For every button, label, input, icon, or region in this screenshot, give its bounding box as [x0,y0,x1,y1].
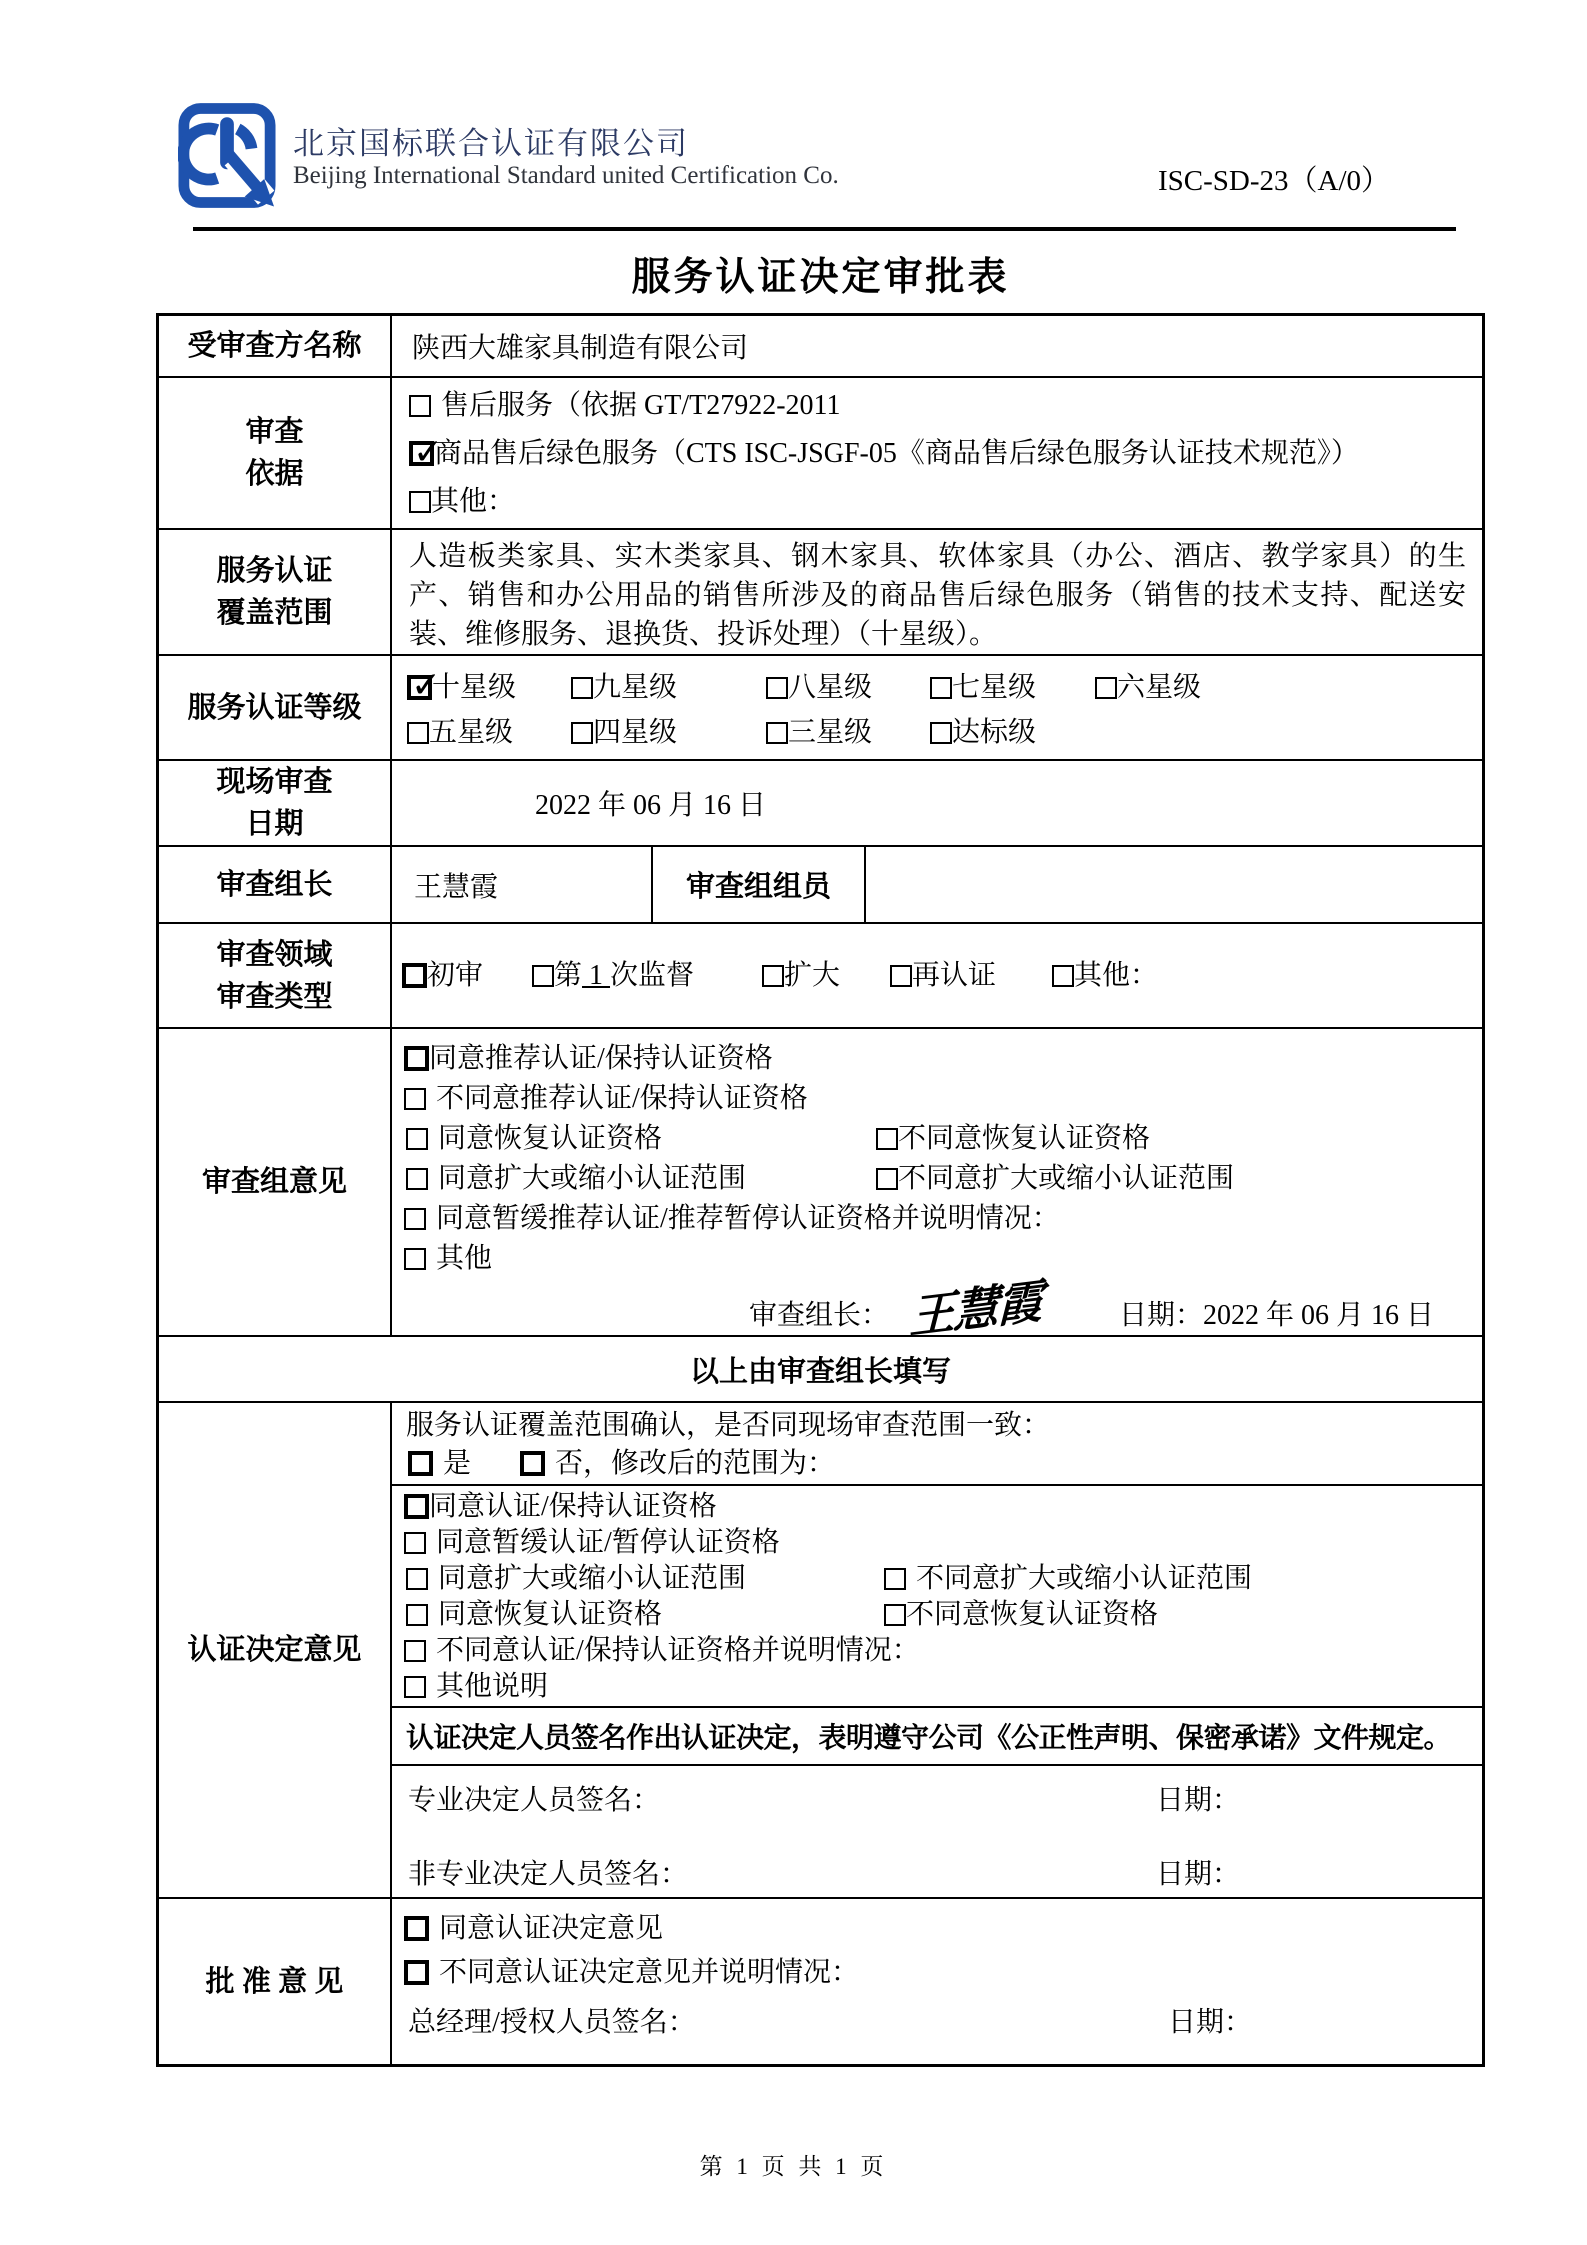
checkbox-scope-yes[interactable] [408,1451,433,1476]
checkbox-initial-audit[interactable] [402,963,427,988]
checkbox-disagree-recommend[interactable] [404,1088,426,1110]
checkbox-dec-other[interactable] [404,1676,426,1698]
checkbox-suspend-certification[interactable] [404,1532,426,1554]
checkbox-expand-audit[interactable] [762,965,784,987]
team-member-value [866,847,1482,922]
checkbox-after-sale-service[interactable] [409,395,431,417]
row-midline-note: 以上由审查组长填写 [159,1335,1482,1401]
team-opinion-label: 审查组意见 [159,1029,392,1335]
row-audit-basis [159,376,1482,528]
decision-options-block: 同意认证/保持认证资格 同意暂缓认证/暂停认证资格 同意扩大或缩小认证范围 不同意扩大或缩小认证范围 同意恢复认证资格 不同意恢复认证资格 不同意认证/保持认证资格并说明情况： 其他说明 [392,1484,1482,1706]
option-after-sale-service: 售后服务（依据 GT/T27922-2011 [441,390,841,421]
certification-grade-options: ✓十星级 九星级 八星级 七星级 六星级 五星级 四星级 三星级 达标级 [392,656,1482,759]
audit-date-value: 2022 年 06 月 16 日 [535,790,767,821]
checkbox-agree-restore[interactable] [406,1128,428,1150]
audit-basis-label: 审查 依据 [159,378,392,528]
checkbox-grade-10[interactable] [407,675,432,700]
header-divider [193,227,1456,231]
checkbox-scope-no[interactable] [520,1451,545,1476]
surveillance-number: 1 [582,959,611,991]
checkbox-grade-5[interactable] [407,722,429,744]
row-team-opinion [159,1027,1482,1344]
team-leader-value: 王慧霞 [392,847,653,922]
option-green-service: 商品售后绿色服务（CTS ISC-JSGF-05《商品售后绿色服务认证技术规范》） [434,438,1359,469]
certification-decision-label: 认证决定意见 [159,1403,392,1897]
checkbox-opinion-other[interactable] [404,1248,426,1270]
approval-opinion-options: 同意认证决定意见 不同意认证决定意见并说明情况： 总经理/授权人员签名： 日期： [392,1899,1482,2064]
checkbox-dec-agree-expand[interactable] [406,1568,428,1590]
row-approval-opinion [159,1897,1482,2064]
form-title: 服务认证决定审批表 [631,256,1010,299]
auditee-value: 陕西大雄家具制造有限公司 [412,333,749,364]
checkbox-suspend-recommend[interactable] [404,1208,426,1230]
team-opinion-options: 同意推荐认证/保持认证资格 不同意推荐认证/保持认证资格 同意恢复认证资格 不同意恢复认证资格 同意扩大或缩小认证范围 不同意扩大或缩小认证范围 同意暂缓推荐认证/推荐暂停认证资格并说明情况： 其他 审查组长： 王慧霞 日期：2022 年 06 月 16 日 [392,1029,1482,1335]
nonprofessional-sign-date-label: 日期： [1156,1859,1241,1890]
checkbox-dec-agree-restore[interactable] [406,1604,428,1626]
checkbox-grade-7[interactable] [930,677,952,699]
team-leader-label: 审查组长 [159,847,392,922]
row-audit-type [159,922,1482,1027]
checkbox-basis-other[interactable] [409,491,431,513]
row-auditee [159,316,1482,376]
checkbox-agree-expand-reduce[interactable] [406,1168,428,1190]
approval-form-table [156,313,1485,2067]
decision-signatures-block [392,1764,1482,1897]
professional-sign-label: 专业决定人员签名： [408,1785,661,1816]
checkbox-surveillance-audit[interactable] [532,965,554,987]
checkbox-disagree-expand-reduce[interactable] [876,1168,898,1190]
option-basis-other: 其他： [431,486,516,517]
document-code: ISC-SD-23（A/0） [1158,165,1391,197]
row-certification-decision [159,1401,1482,1897]
checkbox-disagree-restore[interactable] [876,1128,898,1150]
professional-sign-date-label: 日期： [1156,1785,1241,1816]
gm-sign-label: 总经理/授权人员签名： [408,2007,696,2038]
checkbox-green-service[interactable] [409,441,434,466]
checkbox-agree-certification[interactable] [404,1494,429,1519]
checkbox-grade-4[interactable] [571,722,593,744]
checkbox-recertification[interactable] [890,965,912,987]
signature-date: 日期：2022 年 06 月 16 日 [1119,1300,1435,1331]
decision-statement: 认证决定人员签名作出认证决定，表明遵守公司《公正性声明、保密承诺》文件规定。 [392,1706,1482,1764]
audit-basis-options [392,378,1482,528]
leader-signature: 王慧霞 [908,1275,1041,1344]
audit-type-options: 初审 第 1 次监督 扩大 再认证 其他： [392,924,1482,1027]
company-logo-icon [178,103,276,208]
checkbox-type-other[interactable] [1052,965,1074,987]
checkbox-grade-3[interactable] [766,722,788,744]
row-team-leader [159,845,1482,922]
signature-label: 审查组长： [749,1300,890,1331]
scope-confirm-block: 服务认证覆盖范围确认，是否同现场审查范围一致： 是 否，修改后的范围为： [392,1403,1482,1484]
approval-opinion-label: 批 准 意 见 [159,1899,392,2064]
scope-confirm-question: 服务认证覆盖范围确认，是否同现场审查范围一致： [406,1410,1051,1441]
company-name-en: Beijing International Standard united Certification Co. [293,162,839,189]
page-number: 第 1 页 共 1 页 [699,2154,888,2179]
company-name-cn: 北京国标联合认证有限公司 [293,126,689,161]
row-certification-grade [159,654,1482,759]
nonprofessional-sign-label: 非专业决定人员签名： [408,1859,689,1890]
checkbox-grade-9[interactable] [571,677,593,699]
checkbox-agree-recommend[interactable] [404,1046,429,1071]
checkbox-grade-6[interactable] [1095,677,1117,699]
audit-date-label: 现场审查 日期 [159,761,392,845]
team-member-label: 审查组组员 [653,847,866,922]
checkbox-grade-standard[interactable] [930,722,952,744]
team-leader-signature-line [404,1275,1482,1344]
checkbox-dec-disagree-certification[interactable] [404,1640,426,1662]
auditee-label: 受审查方名称 [159,316,392,376]
certification-grade-label: 服务认证等级 [159,656,392,759]
checkbox-approve-decision[interactable] [404,1916,429,1941]
audit-type-label: 审查领域 审查类型 [159,924,392,1027]
checkbox-dec-disagree-expand[interactable] [884,1568,906,1590]
checkbox-disapprove-decision[interactable] [404,1960,429,1985]
gm-sign-date-label: 日期： [1168,2007,1253,2038]
coverage-scope-text: 人造板类家具、实木类家具、钢木家具、软体家具（办公、酒店、教学家具）的生产、销售和办公用品的销售所涉及的商品售后绿色服务（销售的技术支持、配送安装、维修服务、退换货、投诉处理）（十星级）。 [409,541,1466,650]
coverage-scope-label: 服务认证 覆盖范围 [159,530,392,654]
checkbox-dec-disagree-restore[interactable] [884,1604,906,1626]
row-coverage-scope [159,528,1482,654]
row-audit-date [159,759,1482,845]
checkbox-grade-8[interactable] [766,677,788,699]
